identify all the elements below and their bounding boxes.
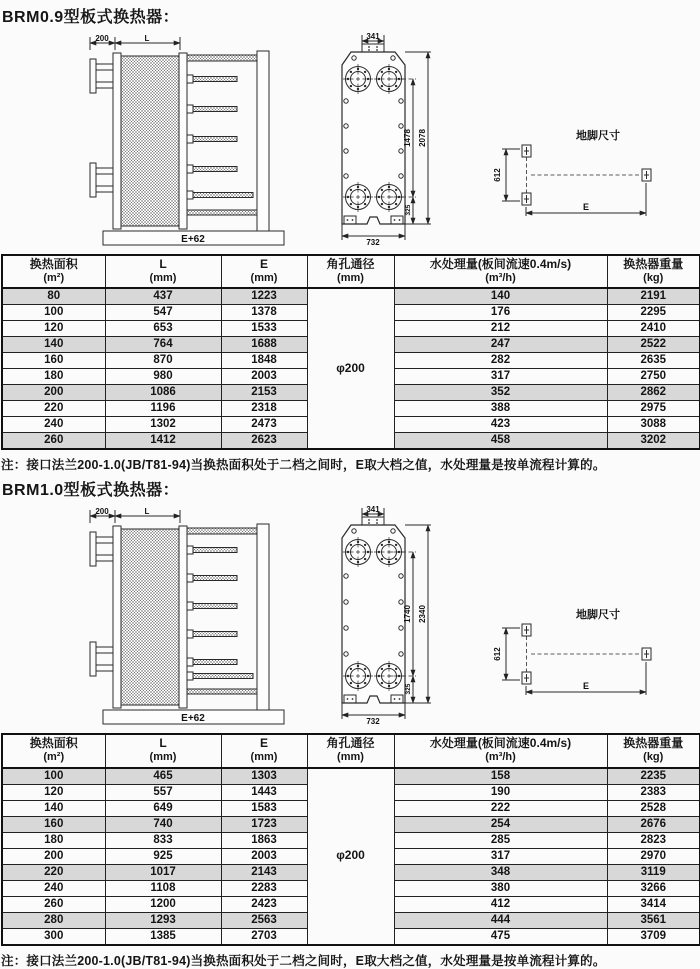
- top-lug: [362, 517, 384, 525]
- table-row: 100 547 1378 176 2295: [2, 305, 700, 321]
- column-header: 角孔通径 (mm): [307, 734, 394, 767]
- dim-612: 612: [493, 647, 502, 661]
- table-row: 200 1086 2153 352 2862: [2, 385, 700, 401]
- table-row: 200 925 2003 317 2970: [2, 848, 700, 864]
- table-row: 280 1293 2563 444 3561: [2, 912, 700, 928]
- dim-L: L: [144, 507, 150, 517]
- dim-E62: E+62: [181, 234, 205, 245]
- column-header: L (mm): [105, 255, 221, 288]
- table-row: 80 437 1223 φ200 140 2191: [2, 288, 700, 305]
- header-row: [2, 255, 700, 288]
- spec-table-brm10: [1, 733, 700, 945]
- table-row: 240 1302 2473 423 3088: [2, 417, 700, 433]
- table-row: 140 649 1583 222 2528: [2, 800, 700, 816]
- center-lines: [527, 636, 643, 672]
- dim-L: L: [144, 34, 150, 43]
- foot-label: 地脚尺寸: [576, 130, 620, 142]
- header-row: [2, 734, 700, 767]
- carrying-bar: [187, 55, 257, 61]
- frame-plate-outline: [342, 52, 405, 224]
- table-row: 260 1200 2423 412 3414: [2, 896, 700, 912]
- dim-ports-span: 1740: [403, 605, 412, 624]
- table-row: 240 1108 2283 380 3266: [2, 880, 700, 896]
- support-column: [257, 524, 269, 710]
- column-header: L (mm): [105, 734, 221, 767]
- plate-pack: [121, 56, 179, 226]
- dim-341: 341: [366, 32, 380, 41]
- table-row: 300 1385 2703 475 3709: [2, 928, 700, 945]
- table-row: 180 980 2003 317 2750: [2, 369, 700, 385]
- column-header: 换热面积 (m²): [2, 734, 105, 767]
- section-brm09: [0, 4, 700, 473]
- dim-E: E: [582, 202, 590, 212]
- column-header: 换热面积 (m²): [2, 255, 105, 288]
- tie-bolts: [187, 75, 253, 199]
- table-row: 220 1196 2318 388 2975: [2, 401, 700, 417]
- dim-612: 612: [493, 168, 502, 182]
- page-title-brm09: BRM0.9型板式换热器：: [2, 9, 180, 26]
- dim-overall-height: 2078: [418, 129, 427, 147]
- page-title-brm10: BRM1.0型板式换热器：: [2, 482, 180, 500]
- fixed-plate: [113, 526, 121, 708]
- foot-dimension-drawing: [486, 602, 686, 702]
- technical-drawings-brm09: [0, 27, 700, 251]
- guide-bar: [187, 689, 257, 694]
- table-row: 120 653 1533 212 2410: [2, 321, 700, 337]
- column-header: 换热器重量 (kg): [607, 734, 700, 767]
- nozzle-stubs: [90, 532, 113, 676]
- carrying-bar: [187, 528, 257, 534]
- top-lug-bolts: [368, 519, 378, 524]
- dim-341: 341: [366, 505, 380, 515]
- table-row: 260 1412 2623 458 3202: [2, 433, 700, 450]
- dim-E62: E+62: [181, 713, 205, 725]
- front-view-drawing: [334, 506, 440, 726]
- column-header: 水处理量(板间流速0.4m/s) (m³/h): [394, 734, 607, 767]
- dim-200: 200: [95, 34, 109, 43]
- table-row: 160 740 1723 254 2676: [2, 816, 700, 832]
- table-note-brm10: 注：接口法兰200-1.0(JB/T81-94)当换热面积处于二档之间时，E取大档之值，水处理量是按单流程计算的。: [1, 953, 606, 968]
- table-note-brm09: 注：接口法兰200-1.0(JB/T81-94)当换热面积处于二档之间时，E取大档之值，水处理量是按单流程计算的。: [1, 458, 606, 473]
- table-row: 140 764 1688 247 2522: [2, 337, 700, 353]
- table-row: 220 1017 2143 348 3119: [2, 864, 700, 880]
- top-lug-bolts: [368, 46, 378, 51]
- front-view-drawing: [334, 33, 440, 247]
- foot-dimension-drawing: [486, 123, 686, 223]
- top-lug: [362, 44, 384, 52]
- hole-diameter-cell: φ200: [307, 768, 394, 945]
- column-header: E (mm): [221, 255, 307, 288]
- nozzle-stubs: [90, 59, 113, 197]
- side-view-drawing: [88, 506, 288, 728]
- technical-drawings-brm10: [0, 500, 700, 730]
- column-header: 换热器重量 (kg): [607, 255, 700, 288]
- dimension-lines: [502, 628, 646, 695]
- table-row: 120 557 1443 190 2383: [2, 784, 700, 800]
- column-header: 角孔通径 (mm): [307, 255, 394, 288]
- dim-overall-height: 2340: [418, 605, 427, 624]
- table-row: 180 833 1863 285 2823: [2, 832, 700, 848]
- guide-bar: [187, 210, 257, 215]
- dim-E: E: [582, 681, 590, 692]
- dim-732: 732: [366, 238, 380, 247]
- section-brm10: [0, 477, 700, 968]
- dim-732: 732: [366, 717, 380, 727]
- center-lines: [527, 157, 643, 193]
- pressure-plate: [179, 53, 187, 229]
- dim-325: 325: [405, 204, 412, 216]
- plate-pack: [121, 529, 179, 705]
- tie-bolts: [187, 546, 253, 680]
- column-header: E (mm): [221, 734, 307, 767]
- dim-ports-span: 1478: [403, 129, 412, 147]
- support-column: [257, 51, 269, 231]
- table-row: 100 465 1303 φ200 158 2235: [2, 768, 700, 785]
- fixed-plate: [113, 53, 121, 229]
- dim-325: 325: [405, 683, 412, 695]
- table-row: 160 870 1848 282 2635: [2, 353, 700, 369]
- hole-diameter-cell: φ200: [307, 288, 394, 449]
- dim-200: 200: [95, 507, 109, 517]
- dimension-lines: [502, 149, 646, 216]
- foot-label: 地脚尺寸: [576, 609, 620, 622]
- spec-table-brm09: [1, 254, 700, 450]
- column-header: 水处理量(板间流速0.4m/s) (m³/h): [394, 255, 607, 288]
- pressure-plate: [179, 526, 187, 708]
- side-view-drawing: [88, 33, 288, 249]
